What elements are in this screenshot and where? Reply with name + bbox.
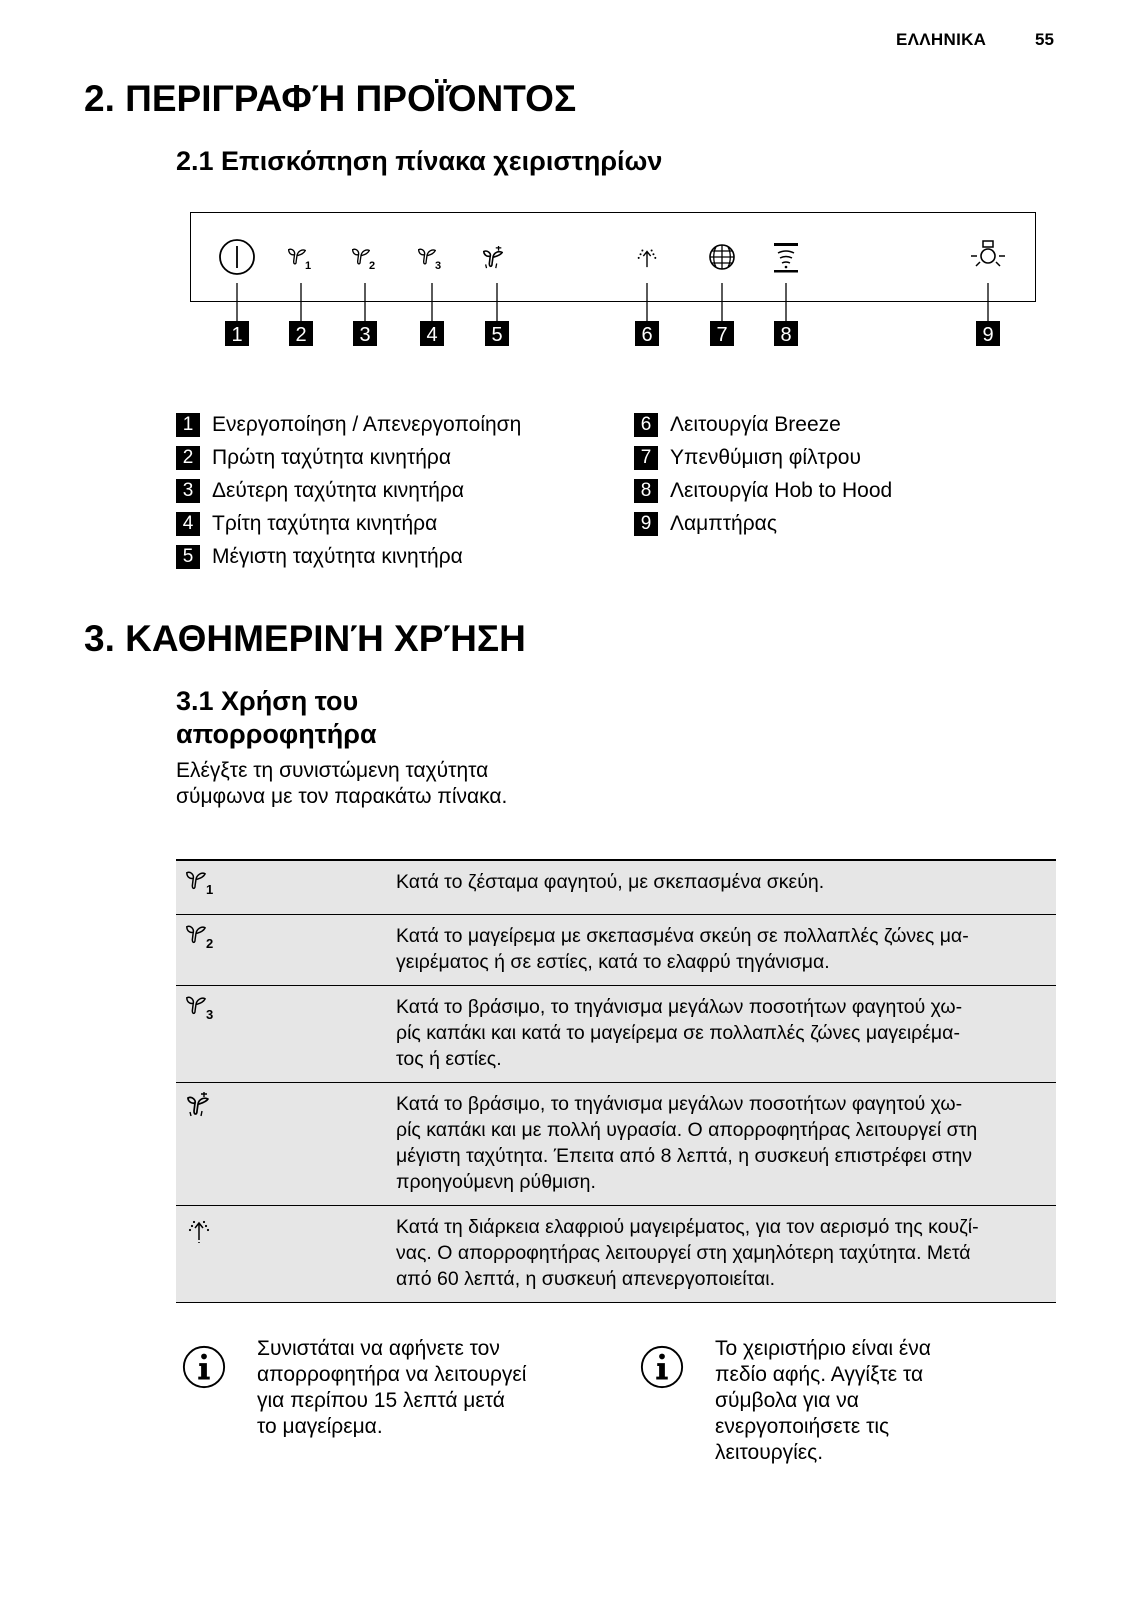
callout-6: [635, 321, 659, 346]
power-icon: [220, 240, 254, 274]
speed-usage-table: [176, 859, 1056, 1303]
svg-text:2: 2: [369, 260, 376, 272]
table-row: 2 Κατά το μαγείρεμα με σκεπασμένα σκεύη σε πολλαπλές ζώνες μα- γειρέματος ή σε εστίες, κατά το ελαφρύ τηγάνισμα.: [176, 915, 1056, 986]
table-row: Κατά τη διάρκεια ελαφριού μαγειρέματος, για τον αερισμό της κουζί- νας. Ο απορροφητήρας λειτουργεί στη χαμηλότερη ταχύτητα. Μετά από 60 λεπτά, η συσκευή απενεργοποιείται.: [176, 1206, 1056, 1303]
legend-item: 3 Δεύτερη ταχύτητα κινητήρα: [176, 474, 521, 507]
callout-7: [710, 321, 734, 346]
callout-5: [485, 321, 509, 346]
section-3-title: 3. ΚΑΘΗΜΕΡΙΝΉ ΧΡΉΣΗ: [84, 618, 526, 659]
callout-3: [353, 321, 377, 346]
table-row: 1 Κατά το ζέσταμα φαγητού, με σκεπασμένα σκεύη.: [176, 860, 1056, 915]
fan-speed-2-icon: [184, 923, 218, 953]
legend-item: 4 Τρίτη ταχύτητα κινητήρα: [176, 507, 521, 540]
svg-text:1: 1: [231, 324, 243, 346]
callout-leaders: [237, 283, 988, 321]
legend-left: [176, 408, 521, 573]
table-row: Κατά το βράσιμο, το τηγάνισμα μεγάλων ποσοτήτων φαγητού χω- ρίς καπάκι και με πολλή υγρασία. Ο απορροφητήρας λειτουργεί στη μέγιστη ταχύτητα. Έπειτα από 8 λεπτά, η συσκευή επιστρέφει στην προηγούμενη ρύθμιση.: [176, 1083, 1056, 1206]
svg-text:6: 6: [641, 324, 653, 346]
callout-9: [976, 321, 1000, 346]
breeze-icon: [184, 1214, 218, 1246]
svg-text:3: 3: [206, 1007, 214, 1022]
breeze-icon: [638, 250, 657, 271]
svg-text:3: 3: [359, 324, 371, 346]
legend-item: 8 Λειτουργία Hob to Hood: [634, 474, 892, 507]
lamp-icon: [971, 241, 1005, 266]
svg-text:1: 1: [206, 882, 214, 897]
svg-text:8: 8: [780, 324, 792, 346]
info-icon: [639, 1344, 685, 1390]
control-panel-icons: [0, 0, 1130, 400]
filter-reminder-icon: [710, 245, 734, 269]
svg-text:2: 2: [206, 936, 214, 951]
section-2-title: 2. ΠΕΡΙΓΡΑΦΉ ΠΡΟΪΌΝΤΟΣ: [84, 78, 577, 119]
fan-speed-3-icon: [419, 249, 441, 272]
table-row: 3 Κατά το βράσιμο, το τηγάνισμα μεγάλων ποσοτήτων φαγητού χω- ρίς καπάκι και κατά το μαγείρεμα σε πολλαπλές ζώνες μαγειρέμα- τος ή εστίες.: [176, 986, 1056, 1083]
svg-text:9: 9: [982, 324, 994, 346]
section-3-1-title: 3.1 Χρήση του απορροφητήρα: [176, 686, 377, 749]
svg-text:3: 3: [435, 260, 442, 272]
fan-max-speed-icon: [184, 1091, 218, 1121]
fan-speed-1-icon: [184, 869, 218, 899]
legend-item: 5 Μέγιστη ταχύτητα κινητήρα: [176, 540, 521, 573]
callout-4: [420, 321, 444, 346]
fan-speed-3-icon: [184, 994, 218, 1024]
legend-item: 1 Ενεργοποίηση / Απενεργοποίηση: [176, 408, 521, 441]
page-language: ΕΛΛΗΝΙΚΑ: [896, 30, 987, 49]
hob-to-hood-icon: [774, 243, 798, 273]
info-icon: [181, 1344, 227, 1390]
page-number: 55: [1035, 30, 1054, 49]
svg-text:4: 4: [426, 324, 438, 346]
legend-item: 6 Λειτουργία Breeze: [634, 408, 892, 441]
callout-1: [225, 321, 249, 346]
fan-speed-2-icon: [353, 249, 375, 272]
legend-item: 9 Λαμπτήρας: [634, 507, 892, 540]
callout-2: [289, 321, 313, 346]
fan-max-speed-icon: [484, 246, 502, 268]
fan-speed-1-icon: [289, 249, 311, 272]
legend-right: [634, 408, 892, 540]
svg-text:5: 5: [491, 324, 503, 346]
callout-8: [774, 321, 798, 346]
svg-text:1: 1: [305, 260, 312, 272]
svg-text:2: 2: [295, 324, 307, 346]
svg-text:7: 7: [716, 324, 728, 346]
legend-item: 2 Πρώτη ταχύτητα κινητήρα: [176, 441, 521, 474]
intro-paragraph: Ελέγξτε τη συνιστώμενη ταχύτητα σύμφωνα με τον παρακάτω πίνακα.: [176, 759, 508, 808]
legend-item: 7 Υπενθύμιση φίλτρου: [634, 441, 892, 474]
section-2-1-title: 2.1 Επισκόπηση πίνακα χειριστηρίων: [176, 146, 663, 176]
